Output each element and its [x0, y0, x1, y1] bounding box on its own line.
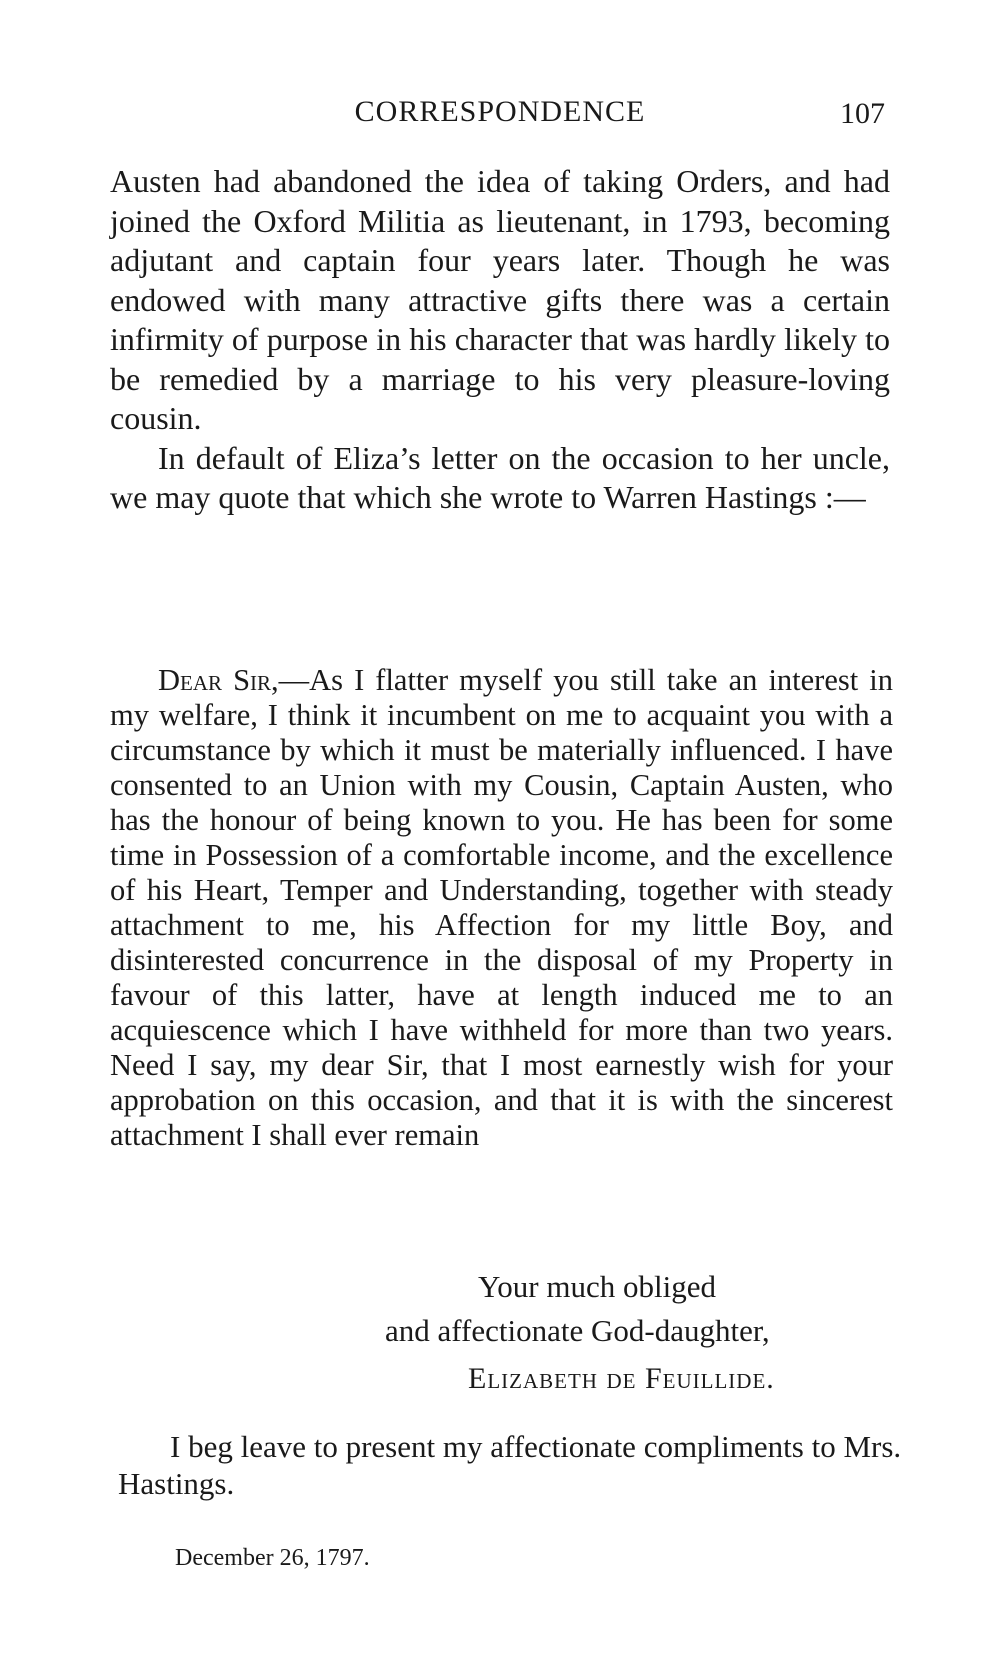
running-title: CORRESPONDENCE	[354, 95, 646, 128]
letter-salutation: Dear Sir,	[158, 663, 279, 697]
signature: Elizabeth de Feuillide.	[468, 1362, 775, 1395]
page-number: 107	[840, 97, 885, 130]
running-head	[0, 95, 1000, 135]
letter-closing	[0, 1265, 1000, 1401]
body-text	[110, 162, 890, 518]
letter-date: December 26, 1797.	[175, 1545, 370, 1571]
quoted-letter	[110, 663, 893, 1153]
paragraph-1: Austen had abandoned the idea of taking Orders, and had joined the Oxford Militia as lieutenant, in 1793, becoming adjutant and captain four years later. Though he was endowed with many attractive gifts there was a certain infirmity of purpose in his character that was hardly likely to be remedied by a marriage to his very pleasure-loving cousin.	[110, 163, 890, 436]
postscript	[118, 1428, 908, 1502]
letter-text: —As I flatter myself you still take an interest in my welfare, I think it incumbent on me to acquaint you with a circumstance by which it must be materially influenced. I have consented to an Union with my Cousin, Captain Austen, who has the honour of being known to you. He has been for some time in Possession of a comfortable income, and the excellence of his Heart, Temper and Understanding, together with steady attachment to me, his Affection for my little Boy, and disinterested concurrence in the disposal of my Property in favour of this latter, have at length induced me to an acquiescence which I have withheld for more than two years. Need I say, my dear Sir, that I most earnestly wish for your approbation on this occasion, and that it is with the sincerest attachment I shall ever remain	[110, 663, 893, 1152]
paragraph-2: In default of Eliza’s letter on the occasion to her uncle, we may quote that which she wrote to Warren Hastings :—	[110, 439, 890, 515]
postscript-text: I beg leave to present my affectionate compliments to Mrs. Hastings.	[118, 1429, 902, 1501]
letter-body	[110, 663, 893, 1153]
closing-line-2: and affectionate God-daughter,	[385, 1313, 770, 1348]
closing-line-1: Your much obliged	[478, 1269, 716, 1304]
